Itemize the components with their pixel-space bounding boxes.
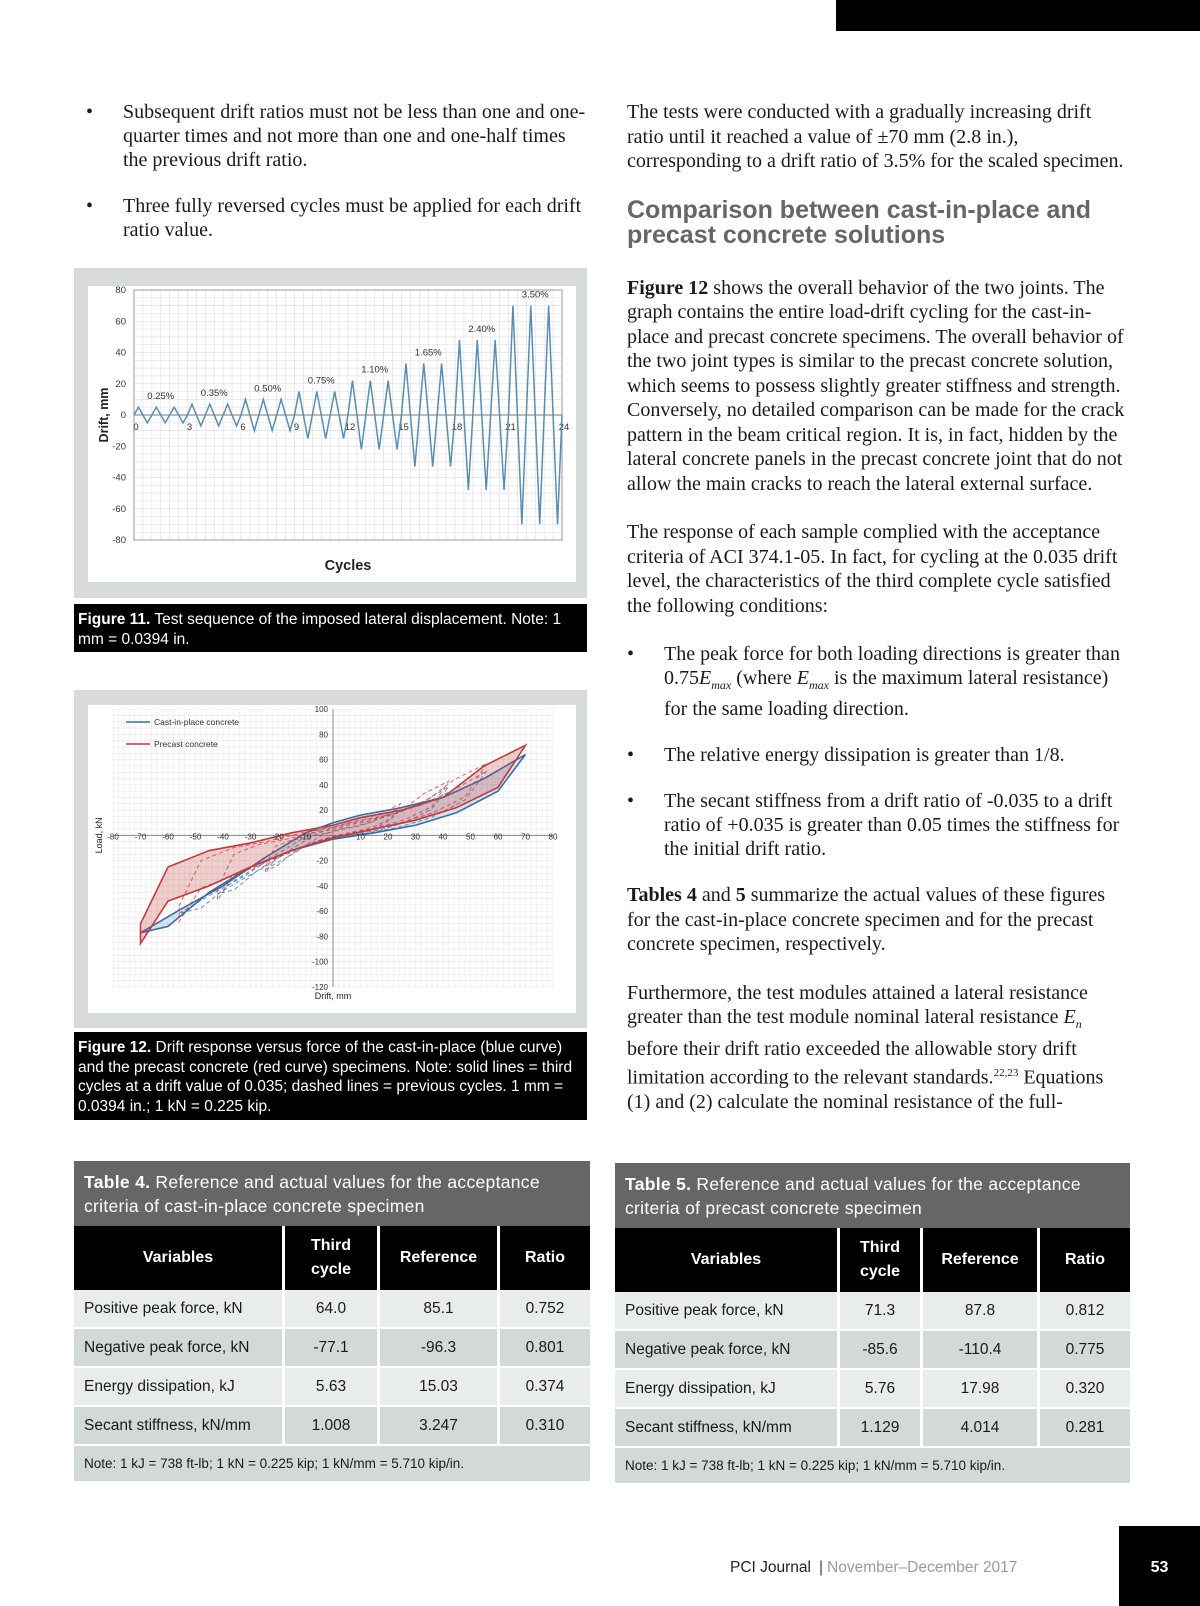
bullet-part: is the maximum lateral resistance) for the same loading direction. xyxy=(664,667,1109,720)
list-item: • The secant stiffness from a drift ratio of -0.035 to a drift ratio of +0.035 is greater than 0.05 times the stiffness for the initial drift ratio. xyxy=(627,789,1127,861)
y-tick-label: -60 xyxy=(316,907,328,917)
table-cell: 5.76 xyxy=(839,1369,922,1408)
paragraph-text: and xyxy=(696,884,736,906)
table-cell: Energy dissipation, kJ xyxy=(615,1369,839,1408)
bullet-part: (where xyxy=(731,667,797,689)
y-tick-label: 40 xyxy=(115,347,126,359)
column-header: Ratio xyxy=(499,1226,591,1290)
table-header-row xyxy=(615,1228,1130,1292)
table-note: Note: 1 kJ = 738 ft-lb; 1 kN = 0.225 kip; 1 kN/mm = 5.710 kip/in. xyxy=(74,1446,590,1481)
column-header: Variables xyxy=(74,1226,284,1290)
subscript: max xyxy=(711,678,732,692)
table-cell: 15.03 xyxy=(379,1367,499,1406)
column-header: Reference xyxy=(379,1226,499,1290)
table-cell: 71.3 xyxy=(839,1292,922,1330)
table-cell: 17.98 xyxy=(922,1369,1039,1408)
table-row xyxy=(74,1406,590,1445)
y-tick-label: -20 xyxy=(112,441,126,453)
table-cell: -96.3 xyxy=(379,1328,499,1367)
figure-12-chart xyxy=(88,705,576,1013)
x-tick-label: -50 xyxy=(189,832,202,842)
x-tick-label: 50 xyxy=(466,832,475,842)
table-cell: Energy dissipation, kJ xyxy=(74,1367,284,1406)
legend-label: Precast concrete xyxy=(154,739,218,749)
y-tick-label: 60 xyxy=(319,755,328,765)
y-tick-label: -20 xyxy=(316,856,328,866)
column-header: Ratio xyxy=(1039,1228,1131,1292)
x-tick-label: 3 xyxy=(186,422,193,433)
x-tick-label: -60 xyxy=(162,832,174,842)
table-cell: 64.0 xyxy=(284,1290,379,1328)
table-ref: 5 xyxy=(735,884,746,906)
y-tick-label: 20 xyxy=(115,378,126,390)
paragraph-text: Furthermore, the test modules attained a lateral resistance greater than the test module nominal lateral resistance xyxy=(627,981,1088,1028)
table-row xyxy=(615,1330,1130,1369)
data-label: 1.10% xyxy=(361,364,389,376)
column-header: Third cycle xyxy=(284,1226,379,1290)
table-header-row xyxy=(74,1226,590,1290)
y-tick-label: 20 xyxy=(319,806,328,816)
table-cell: 0.374 xyxy=(499,1367,591,1406)
x-tick-label: 60 xyxy=(493,832,503,842)
y-tick-label: -80 xyxy=(112,535,126,546)
table-cell: 1.008 xyxy=(284,1406,379,1445)
table-note: Note: 1 kJ = 738 ft-lb; 1 kN = 0.225 kip; 1 kN/mm = 5.710 kip/in. xyxy=(615,1448,1130,1483)
symbol-e: E xyxy=(1063,1006,1076,1028)
intro-paragraph: The tests were conducted with a gradually increasing drift ratio until it reached a value of ±70 mm (2.8 in.), corresponding to a drift ratio of 3.5% for the scaled specimen. xyxy=(627,101,1124,172)
table-cell: 0.812 xyxy=(1039,1292,1131,1330)
table-cell: Positive peak force, kN xyxy=(615,1292,839,1330)
x-tick-label: 0 xyxy=(133,422,139,433)
bullet-text: Three fully reversed cycles must be applied for each drift ratio value. xyxy=(123,195,582,241)
bullet-part: The peak force for both loading directions is greater than 0.75 xyxy=(664,643,1120,689)
x-tick-label: -70 xyxy=(134,832,147,842)
figure-12-caption xyxy=(74,1032,587,1120)
table-5-grid xyxy=(615,1228,1130,1448)
section-heading: Comparison between cast-in-place and precast concrete solutions xyxy=(627,195,1091,249)
subscript: n xyxy=(1075,1017,1082,1031)
page-number: 53 xyxy=(1119,1526,1200,1606)
bullet-text: The relative energy dissipation is greater than 1/8. xyxy=(664,744,1065,766)
x-axis-title: Cycles xyxy=(324,558,372,574)
table-cell: Negative peak force, kN xyxy=(74,1328,284,1367)
table-cell: -85.6 xyxy=(839,1330,922,1369)
table-label: Table 4. xyxy=(84,1172,151,1192)
table-cell: Negative peak force, kN xyxy=(615,1330,839,1369)
symbol-e: E xyxy=(699,667,712,689)
list-item: • The peak force for both loading directions is greater than $0.75E_{max}$ (where $E_{max}$ is the maximum lateral resistance) for the same loading direction. xyxy=(627,642,1127,721)
x-tick-label: 10 xyxy=(356,832,365,842)
paragraph-text: Equations (1) and (2) calculate the nominal resistance of the full- xyxy=(627,1066,1104,1114)
data-label: 0.35% xyxy=(200,388,228,400)
footer-separator: | xyxy=(818,1559,824,1576)
x-tick-label: 20 xyxy=(383,832,393,842)
x-tick-label: 21 xyxy=(505,422,516,433)
x-tick-label: 70 xyxy=(521,832,530,842)
table-row xyxy=(615,1408,1130,1447)
table-cell: 85.1 xyxy=(379,1290,499,1328)
x-tick-label: -80 xyxy=(107,832,119,842)
y-tick-label: 0 xyxy=(120,410,126,421)
table-cell: Secant stiffness, kN/mm xyxy=(615,1408,839,1447)
bullet-text: Subsequent drift ratios must not be less than one and one-quarter times and not more than one and one-half times the previous drift ratio. xyxy=(123,101,586,171)
paragraph-figure12 xyxy=(627,276,1127,497)
x-tick-label: 24 xyxy=(558,422,570,433)
table-cell: 1.129 xyxy=(839,1408,922,1447)
caption-text: Test sequence of the imposed lateral displacement. Note: 1 mm = 0.0394 in. xyxy=(78,611,562,648)
x-tick-label: -10 xyxy=(299,832,312,842)
left-column xyxy=(86,100,586,264)
x-tick-label: 6 xyxy=(240,422,246,433)
table-row xyxy=(615,1369,1130,1408)
y-tick-label: -100 xyxy=(311,957,328,967)
legend-label: Cast-in-place concrete xyxy=(154,717,240,727)
y-tick-label: 100 xyxy=(314,705,328,714)
x-axis-title: Drift, mm xyxy=(314,991,352,1001)
data-label: 0.25% xyxy=(147,391,175,403)
paragraph-text: shows the overall behavior of the two joints. The graph contains the entire load-drift cycling for the cast-in-place and precast concrete specimens. The overall behavior of the two joint types is similar to the precast concrete solution, which seems to possess slightly greater stiffness and strength. Conversely, no detailed comparison can be made for the crack pattern in the beam critical region. It is, in fact, hidden by the lateral concrete panels in the precast concrete joint that do not allow the main cracks to reach the lateral external surface. xyxy=(627,276,1125,495)
paragraph-text: before their drift ratio exceeded the allowable story drift limitation according to the relevant standards. xyxy=(627,1037,1077,1089)
figure-11-caption xyxy=(74,604,587,652)
table-title-text: Reference and actual values for the acceptance criteria of precast concrete specimen xyxy=(625,1174,1081,1218)
table-cell: -110.4 xyxy=(922,1330,1039,1369)
header-black-bar xyxy=(836,0,1200,31)
paragraph-resistance xyxy=(627,981,1127,1115)
right-column xyxy=(627,100,1127,1139)
y-tick-label: -40 xyxy=(112,472,126,484)
data-label: 0.50% xyxy=(254,383,282,395)
x-tick-label: 12 xyxy=(344,422,356,433)
x-tick-label: 80 xyxy=(548,832,558,842)
table-ref: Tables 4 xyxy=(627,884,697,906)
table-row xyxy=(74,1290,590,1328)
caption-label: Figure 12. xyxy=(78,1039,152,1056)
table-label: Table 5. xyxy=(625,1174,692,1194)
y-tick-label: 80 xyxy=(319,730,328,740)
table-cell: 0.752 xyxy=(499,1290,591,1328)
journal-name: PCI Journal xyxy=(730,1559,811,1576)
y-axis-title: Drift, mm xyxy=(97,387,111,443)
issue-date: November–December 2017 xyxy=(827,1559,1018,1576)
data-label: 2.40% xyxy=(468,324,496,335)
x-tick-label: -30 xyxy=(244,832,257,842)
page-footer xyxy=(730,1559,1017,1577)
y-tick-label: -120 xyxy=(311,983,328,992)
figure-ref: Figure 12 xyxy=(627,276,709,299)
table-row xyxy=(74,1367,590,1406)
caption-text: Drift response versus force of the cast-in-place (blue curve) and the precast concrete (red curve) specimens. Note: solid lines = third cycles at a drift value of 0.035; dashed lines = previous cycles. 1 mm = 0.0394 in.; 1 kN = 0.225 kip. xyxy=(78,1039,573,1115)
list-item: • Subsequent drift ratios must not be less than one and one-quarter times and not more than one and one-half times the previous drift ratio. xyxy=(86,101,586,171)
reference-superscript: 22,23 xyxy=(993,1067,1019,1079)
table-5 xyxy=(615,1163,1130,1483)
list-item: • The relative energy dissipation is greater than 1/8. xyxy=(627,743,1127,767)
figure-11-chart xyxy=(88,286,576,582)
table-cell: 3.247 xyxy=(379,1406,499,1445)
column-header: Reference xyxy=(922,1228,1039,1292)
y-tick-label: -40 xyxy=(316,881,328,891)
list-item: • Three fully reversed cycles must be applied for each drift ratio value. xyxy=(86,194,586,242)
table-cell: 0.801 xyxy=(499,1328,591,1367)
y-tick-label: 80 xyxy=(115,286,126,296)
table-cell: 0.310 xyxy=(499,1406,591,1445)
table-cell: Positive peak force, kN xyxy=(74,1290,284,1328)
data-label: 1.65% xyxy=(414,347,442,359)
table-cell: -77.1 xyxy=(284,1328,379,1367)
x-tick-label: 9 xyxy=(293,422,300,433)
x-tick-label: 15 xyxy=(398,422,409,433)
caption-label: Figure 11. xyxy=(78,611,151,628)
symbol-e: E xyxy=(796,667,809,689)
column-header: Third cycle xyxy=(839,1228,922,1292)
table-cell: 0.320 xyxy=(1039,1369,1131,1408)
data-label: 0.75% xyxy=(307,375,335,387)
paragraph-acceptance: The response of each sample complied with the acceptance criteria of ACI 374.1-05. In fact, for cycling at the 0.035 drift level, the characteristics of the third complete cycle satisfied the following conditions: xyxy=(627,521,1118,617)
table-4-grid xyxy=(74,1226,590,1446)
y-tick-label: 60 xyxy=(115,316,126,328)
subscript: max xyxy=(808,678,829,692)
y-tick-label: -60 xyxy=(112,503,126,515)
y-axis-title: Load, kN xyxy=(94,817,104,854)
table-cell: 87.8 xyxy=(922,1292,1039,1330)
bullet-text xyxy=(664,642,1127,721)
table-cell: Secant stiffness, kN/mm xyxy=(74,1406,284,1445)
column-header: Variables xyxy=(615,1228,839,1292)
table-4 xyxy=(74,1161,590,1481)
table-cell: 4.014 xyxy=(922,1408,1039,1447)
x-tick-label: -20 xyxy=(272,832,284,842)
data-label: 3.50% xyxy=(521,289,549,301)
x-tick-label: 18 xyxy=(451,422,463,433)
table-row xyxy=(615,1292,1130,1330)
x-tick-label: 40 xyxy=(438,832,448,842)
table-5-title xyxy=(615,1163,1130,1228)
table-title-text: Reference and actual values for the acceptance criteria of cast-in-place concrete specimen xyxy=(84,1172,540,1216)
paragraph-text: summarize the actual values of these figures for the cast-in-place concrete specimen and for the precast concrete specimen, respectively. xyxy=(627,884,1106,955)
paragraph-tables xyxy=(627,883,1127,957)
x-tick-label: -40 xyxy=(217,832,229,842)
y-tick-label: 40 xyxy=(319,780,328,790)
table-4-title xyxy=(74,1161,590,1226)
x-tick-label: 30 xyxy=(411,832,420,842)
table-cell: 0.281 xyxy=(1039,1408,1131,1447)
table-row xyxy=(74,1328,590,1367)
bullet-text: The secant stiffness from a drift ratio of -0.035 to a drift ratio of +0.035 is greater than 0.05 times the stiffness for the initial drift ratio. xyxy=(664,790,1120,860)
table-cell: 5.63 xyxy=(284,1367,379,1406)
y-tick-label: -80 xyxy=(316,932,328,942)
table-cell: 0.775 xyxy=(1039,1330,1131,1369)
